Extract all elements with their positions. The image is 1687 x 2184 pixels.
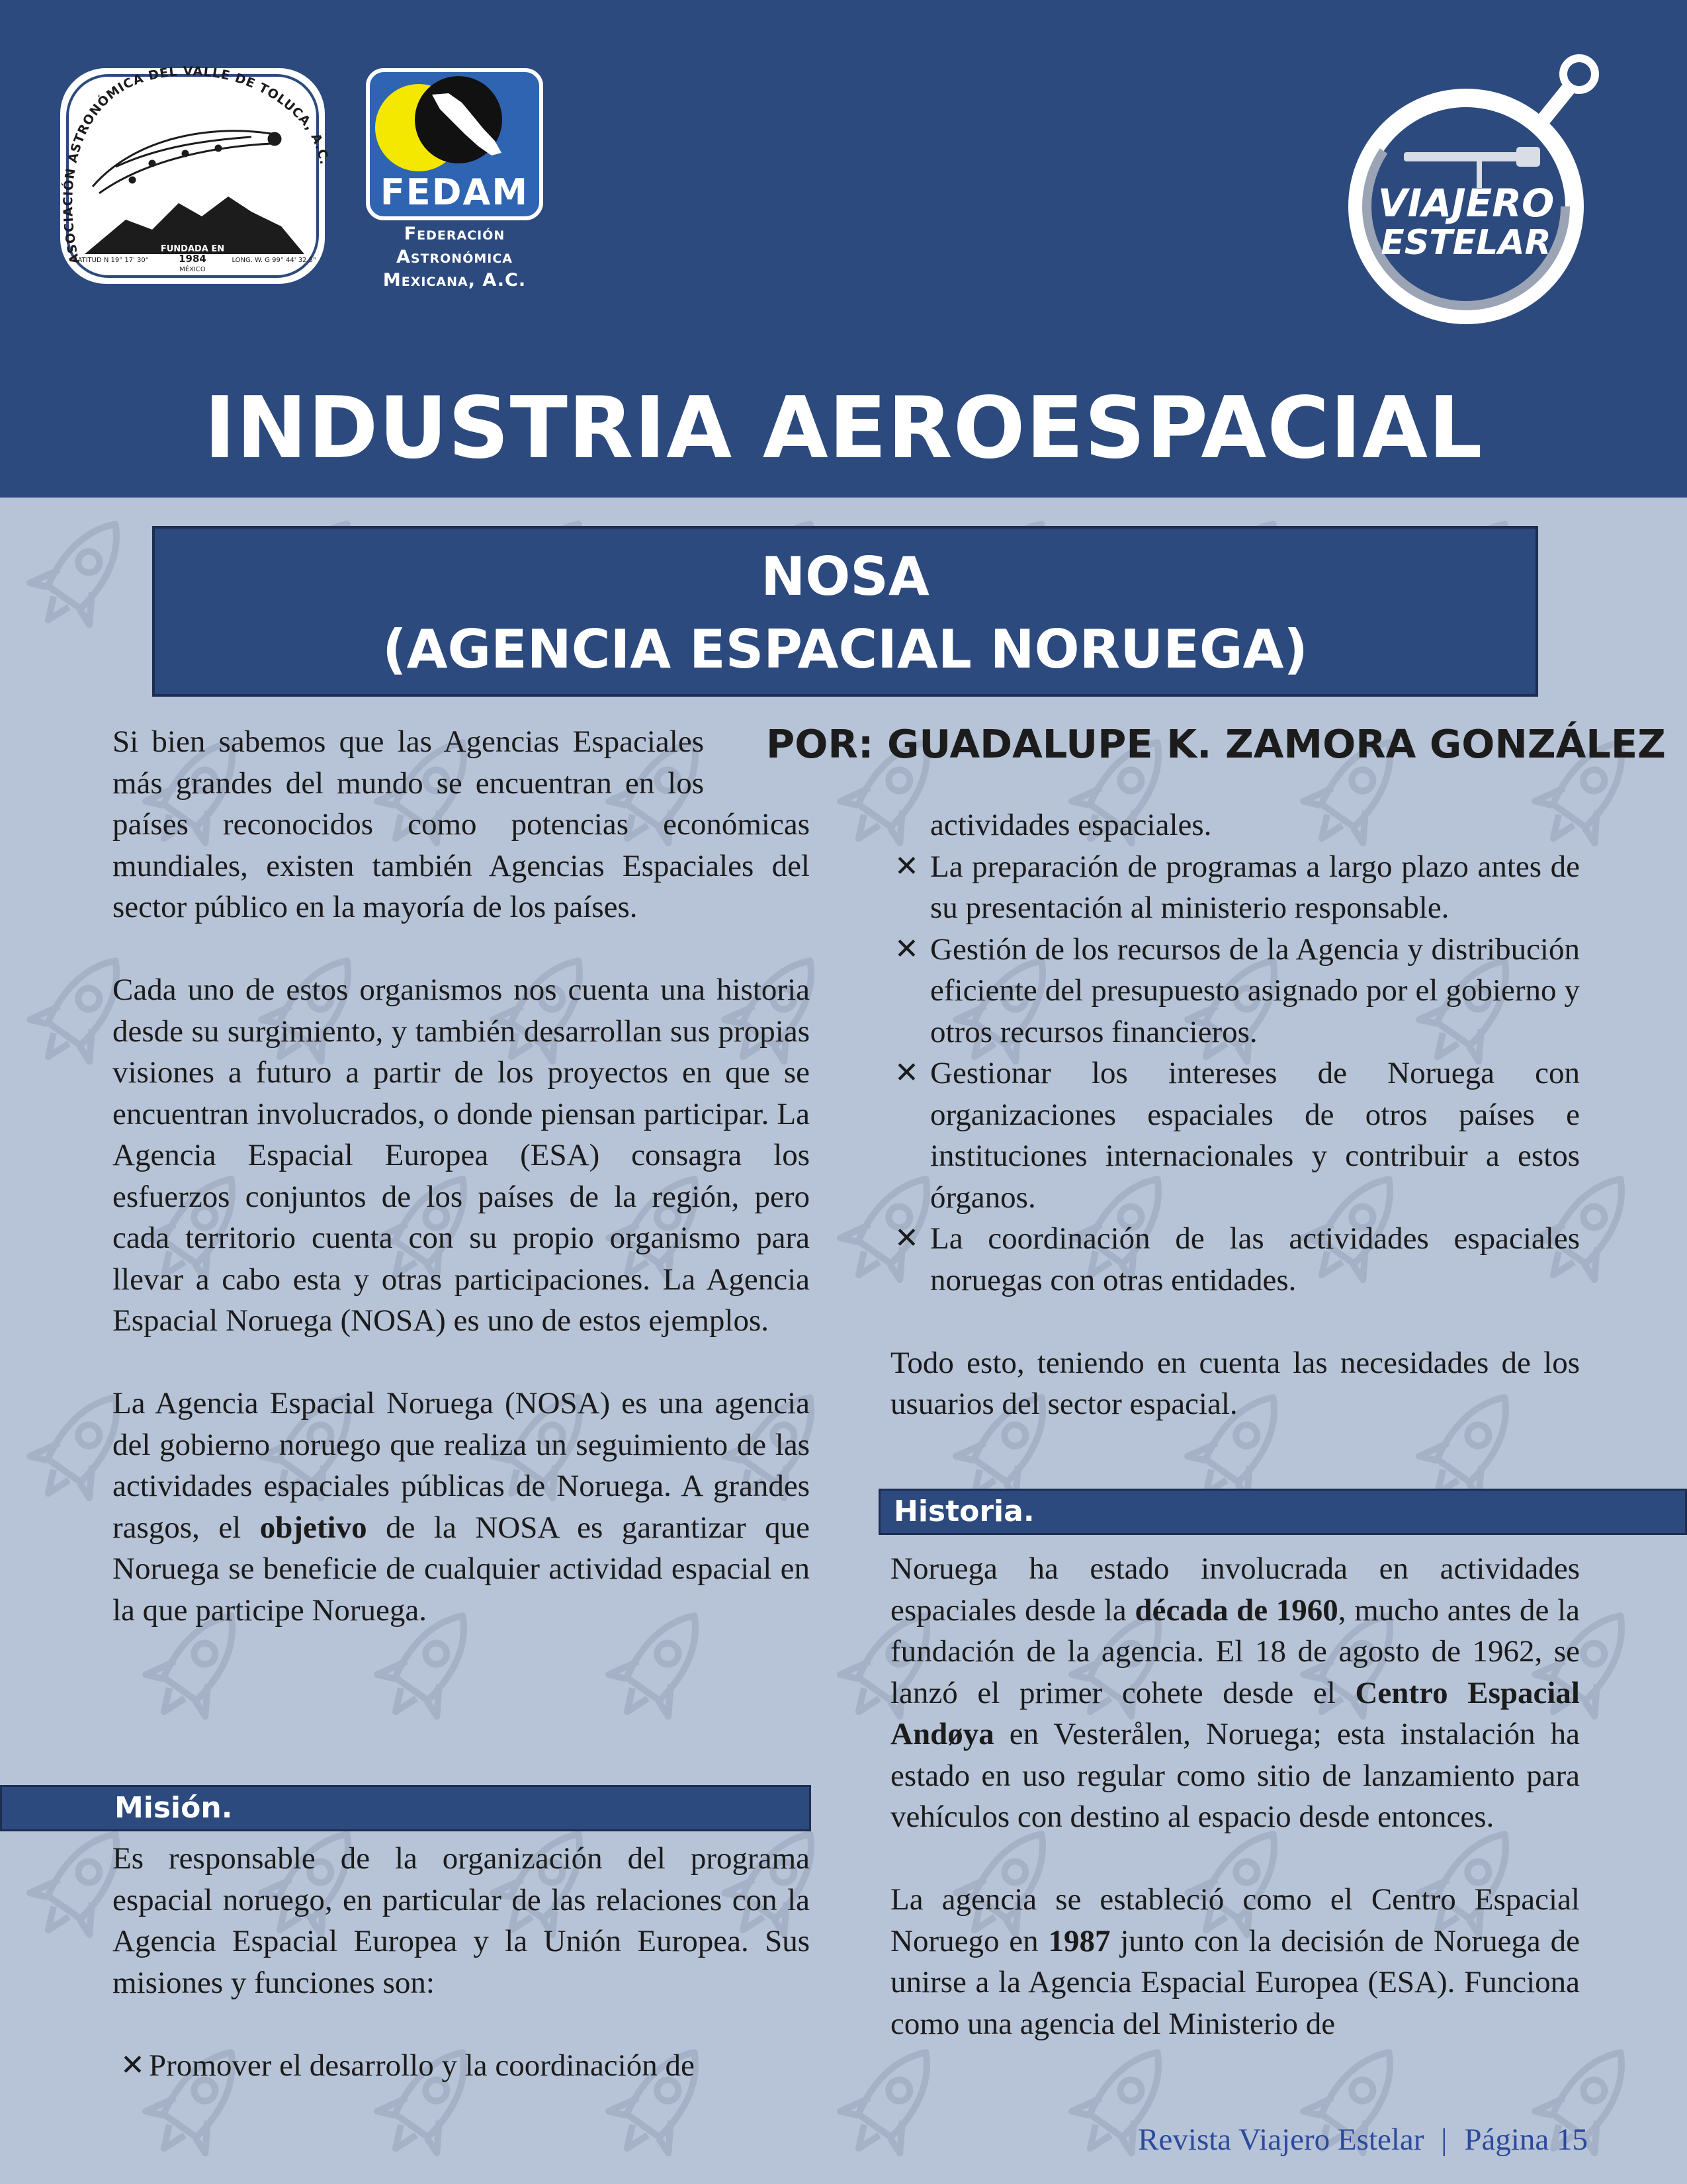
historia-heading: Historia. xyxy=(894,1495,1035,1528)
historia-p1-a: Noruega ha estado involucrada en actividades espaciales desde la xyxy=(890,1551,1580,1628)
intro-paragraph-2: Cada uno de estos organismos nos cuenta una historia desde su surgimiento, y también desarrollan sus propias visiones a futuro a partir de los proyectos en que se encuentran involucrados, o donde piensan participar. La Agencia Espacial Europea (ESA) consagra los esfuerzos conjuntos de los países de la región, pero cada territorio cuenta con su propio organismo para llevar a cabo esta y otras participaciones. La Agencia Espacial Noruega (NOSA) es uno de estos ejemplos. xyxy=(112,973,810,1338)
header-banner xyxy=(0,0,1687,498)
bullet-5-text: La coordinación de las actividades espaciales noruegas con otras entidades. xyxy=(930,1221,1580,1297)
mision-paragraph: Es responsable de la organización del programa espacial noruego, en particular de las relaciones con la Agencia Espacial Europea y la Unión Europea. Sus misiones y funciones son: xyxy=(112,1841,810,2000)
intro-paragraph-1-full xyxy=(112,721,810,928)
bullet-1-text-end: actividades espaciales. xyxy=(930,808,1212,842)
viajero-estelar-logo xyxy=(1324,41,1616,339)
x-bullet-icon: ✕ xyxy=(120,2048,145,2082)
year-1987-bold-text: 1987 xyxy=(1048,1923,1111,1958)
intro-paragraph-1-body: Si bien sabemos que las Agencias Espaciales más grandes del mundo se encuentran en los países reconocidos como potencias económicas mundiales, existen también Agencias Espaciales del sector público en la mayoría de los países. xyxy=(112,724,810,924)
historia-p1-c: , mucho antes de la fundación de la agencia. El 18 de agosto de 1962, se lanzó el primer cohete desde el xyxy=(890,1593,1580,1710)
avt-founded-year: 1984 xyxy=(179,253,206,265)
footer-page-number: Página 15 xyxy=(1464,2122,1588,2157)
mision-heading: Misión. xyxy=(114,1791,233,1825)
bullet-3-text: Gestión de los recursos de la Agencia y distribución eficiente del presupuesto asignado por el gobierno y otros recursos financieros. xyxy=(930,932,1580,1049)
article-title-line2: (AGENCIA ESPACIAL NORUEGA) xyxy=(382,619,1308,680)
intro-paragraph-1-block xyxy=(112,721,810,1631)
avt-country: MÉXICO xyxy=(179,266,206,273)
centro-andoya-bold-text: Centro Espacial Andøya xyxy=(890,1675,1580,1751)
historia-p2-c: junto con la decisión de Noruega de unirse a la Agencia Espacial Europea (ESA). Funciona como una agencia del Ministerio de xyxy=(890,1923,1580,2041)
bullet-item-4 xyxy=(890,1053,1580,1218)
mision-block xyxy=(112,1838,810,2086)
bullet-item-3 xyxy=(890,929,1580,1053)
intro-paragraph-3 xyxy=(112,1383,810,1631)
decada-1960-bold-text: década de 1960 xyxy=(1135,1593,1338,1628)
article-title-box xyxy=(152,526,1538,697)
bullet-4-text: Gestionar los intereses de Noruega con organizaciones espaciales de otros países e instituciones internacionales y contribuir a estos órganos. xyxy=(930,1056,1580,1215)
intro-paragraph-3-a: La Agencia Espacial Noruega (NOSA) es una agencia del gobierno noruego que realiza un seguimiento de las actividades espaciales públicas de Noruega. A grandes rasgos, el xyxy=(112,1386,810,1545)
section-title: INDUSTRIA AEROESPACIAL xyxy=(204,379,1483,478)
avt-longitude: LONG. W. G 99° 44' 32.5" xyxy=(232,257,316,264)
avt-association-logo xyxy=(53,61,332,291)
historia-paragraph-1 xyxy=(890,1548,1580,1838)
viajero-logo-line2: ESTELAR xyxy=(1381,223,1551,263)
x-bullet-icon: ✕ xyxy=(894,1056,919,1090)
byline-float-spacer xyxy=(704,721,810,804)
footer-magazine-name: Revista Viajero Estelar xyxy=(1138,2122,1424,2157)
x-bullet-icon: ✕ xyxy=(894,932,919,966)
fedam-logo-text: FEDAM xyxy=(380,171,529,213)
bullet-item-1 xyxy=(112,2045,810,2087)
historia-heading-bar xyxy=(879,1489,1687,1535)
mision-heading-bar xyxy=(0,1785,811,1831)
intro-paragraph-3-b: de la NOSA es garantizar que Noruega se beneficie de cualquier actividad espacial en la que participe Noruega. xyxy=(112,1510,810,1628)
bullet-item-2 xyxy=(890,846,1580,929)
avt-latitude: LATITUD N 19° 17' 30" xyxy=(73,257,149,264)
x-bullet-icon: ✕ xyxy=(894,849,919,883)
historia-p2-a: La agencia se estableció como el Centro Espacial Noruego en xyxy=(890,1882,1580,1958)
avt-founded-label: FUNDADA EN xyxy=(160,244,225,254)
footer-separator: | xyxy=(1441,2122,1448,2157)
article-title-line1: NOSA xyxy=(761,546,930,607)
historia-p1-d: en Vesterålen, Noruega; esta instalación ha estado en uso regular como sitio de lanzamiento para vehículos con destino al espacio desde entonces. xyxy=(890,1717,1580,1834)
stopwatch-crown-icon xyxy=(1543,58,1595,120)
historia-paragraph-2 xyxy=(890,1879,1580,2044)
bullet-item-5 xyxy=(890,1218,1580,1301)
right-column xyxy=(890,805,1580,1425)
bullet-2-text: La preparación de programas a largo plazo antes de su presentación al ministerio responsable. xyxy=(930,849,1580,925)
historia-block xyxy=(890,1548,1580,2044)
fedam-caption-line3: Mexicana, A.C. xyxy=(382,270,527,290)
objetivo-bold-text: objetivo xyxy=(259,1510,367,1545)
avt-ring-text: ASOCIACIÓN ASTRONÓMICA DEL VALLE DE TOLUCA, A.C. xyxy=(61,64,332,265)
bullet-1-text-start: Promover el desarrollo y la coordinación de xyxy=(149,2048,695,2083)
fedam-caption-line1: Federación xyxy=(404,224,505,244)
closing-paragraph: Todo esto, teniendo en cuenta las necesidades de los usuarios del sector espacial. xyxy=(890,1345,1580,1421)
viajero-logo-line1: VIAJERO xyxy=(1377,181,1555,226)
page-footer xyxy=(1118,2120,1588,2160)
author-byline: POR: GUADALUPE K. ZAMORA GONZÁLEZ xyxy=(766,721,1666,767)
fedam-caption-line2: Astronómica xyxy=(396,247,513,267)
x-bullet-icon: ✕ xyxy=(894,1221,919,1255)
bullet-item-1-continued xyxy=(890,805,1580,846)
fedam-caption xyxy=(344,222,565,292)
fedam-logo xyxy=(366,68,543,220)
